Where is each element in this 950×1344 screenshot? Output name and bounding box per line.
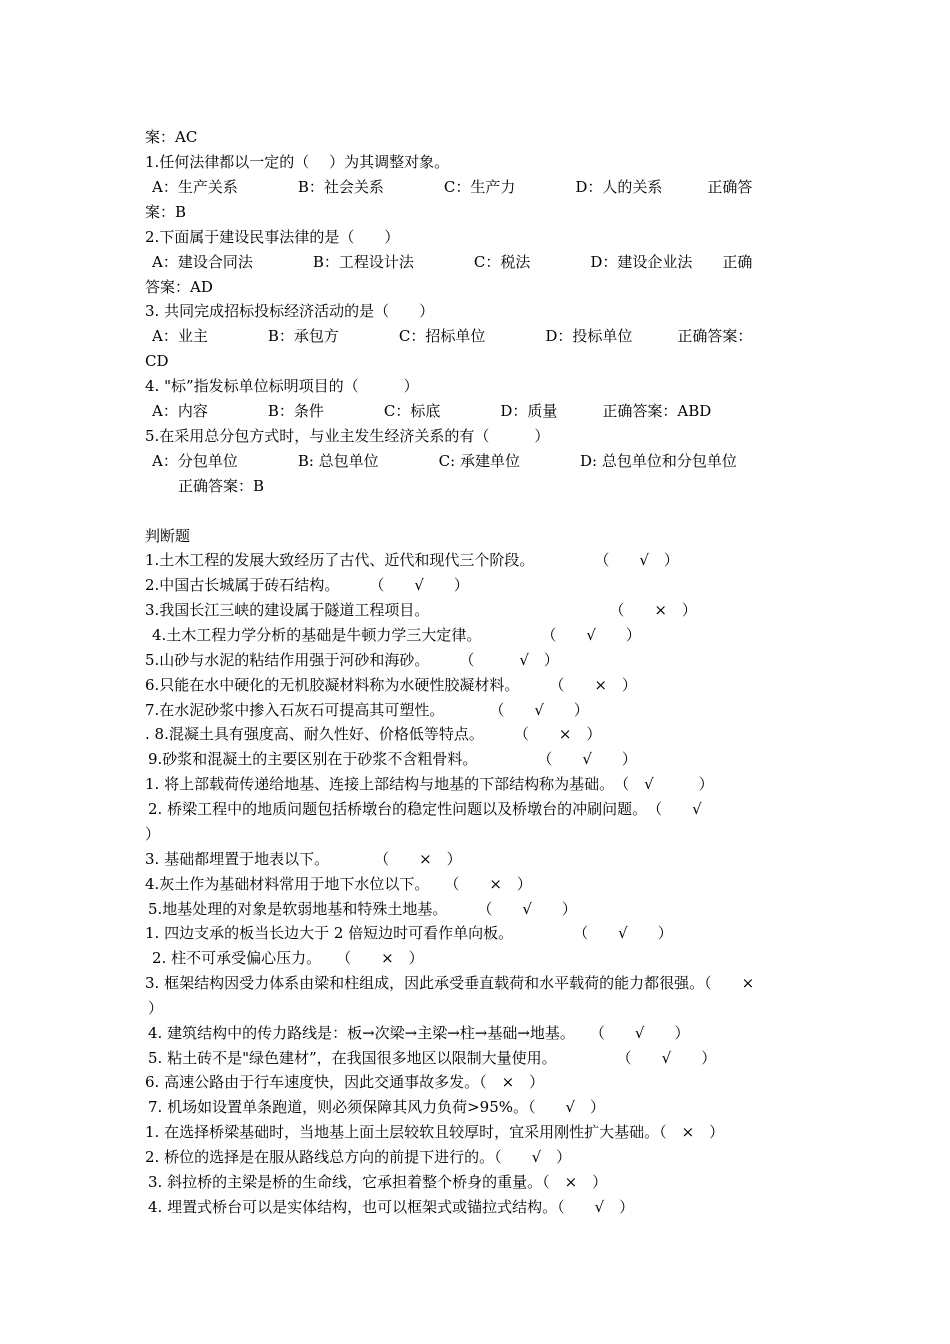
options-line: A：生产关系 B：社会关系 C：生产力 D：人的关系 正确答 <box>152 178 753 196</box>
question-line: 4. "标”指发标单位标明项目的（ ） <box>145 377 419 395</box>
judgment-item: 2. 桥位的选择是在服从路线总方向的前提下进行的。（ √ ） <box>145 1148 572 1166</box>
answer-line: 案：B <box>145 203 187 221</box>
judgment-item: . 8.混凝土具有强度高、耐久性好、价格低等特点。 （ × ） <box>145 725 602 743</box>
question-line: 1.任何法律都以一定的（ ）为其调整对象。 <box>145 153 450 171</box>
options-line: A：分包单位 B: 总包单位 C: 承建单位 D: 总包单位和分包单位 <box>152 452 737 470</box>
judgment-item: 1.土木工程的发展大致经历了古代、近代和现代三个阶段。 （ √ ） <box>145 551 679 569</box>
judgment-item: 3. 框架结构因受力体系由梁和柱组成，因此承受垂直载荷和水平载荷的能力都很强。（ × <box>145 974 755 992</box>
judgment-item: 3.我国长江三峡的建设属于隧道工程项目。 （ × ） <box>145 601 697 619</box>
judgment-item: 3. 斜拉桥的主梁是桥的生命线，它承担着整个桥身的重量。（ × ） <box>148 1173 608 1191</box>
question-line: 5.在采用总分包方式时，与业主发生经济关系的有（ ） <box>145 427 550 445</box>
options-line: A：建设合同法 B：工程设计法 C：税法 D：建设企业法 正确 <box>152 253 753 271</box>
question-line: 3. 共同完成招标投标经济活动的是（ ） <box>145 302 435 320</box>
judgment-item: 7.在水泥砂浆中掺入石灰石可提高其可塑性。 （ √ ） <box>145 701 589 719</box>
judgment-item: 5.地基处理的对象是软弱地基和特殊土地基。 （ √ ） <box>148 900 577 918</box>
answer-line: 案：AC <box>145 128 198 146</box>
judgment-item-cont: ） <box>148 999 164 1017</box>
answer-line: CD <box>145 352 169 370</box>
judgment-item: 1. 将上部载荷传递给地基、连接上部结构与地基的下部结构称为基础。 （ √ ） <box>145 775 714 793</box>
judgment-item-cont: ） <box>145 825 161 843</box>
judgment-item: 9.砂浆和混凝土的主要区别在于砂浆不含粗骨料。 （ √ ） <box>148 750 637 768</box>
judgment-item: 4.土木工程力学分析的基础是牛顿力学三大定律。 （ √ ） <box>152 626 641 644</box>
judgment-item: 1. 在选择桥梁基础时，当地基上面土层较软且较厚时，宜采用刚性扩大基础。（ × ） <box>145 1123 725 1141</box>
judgment-item: 3. 基础都埋置于地表以下。 （ × ） <box>145 850 462 868</box>
judgment-item: 5. 粘土砖不是"绿色建材”，在我国很多地区以限制大量使用。 （ √ ） <box>148 1049 717 1067</box>
judgment-item: 4. 埋置式桥台可以是实体结构，也可以框架式或锚拉式结构。（ √ ） <box>148 1198 635 1216</box>
question-line: 2.下面属于建设民事法律的是（ ） <box>145 228 400 246</box>
options-line: A：内容 B：条件 C：标底 D：质量 正确答案：ABD <box>152 402 712 420</box>
judgment-item: 1. 四边支承的板当长边大于 2 倍短边时可看作单向板。 （ √ ） <box>145 924 673 942</box>
judgment-item: 2. 柱不可承受偏心压力。 （ × ） <box>152 949 424 967</box>
judgment-item: 5.山砂与水泥的粘结作用强于河砂和海砂。 （ √ ） <box>145 651 559 669</box>
section-heading: 判断题 <box>145 527 191 545</box>
judgment-item: 7. 机场如设置单条跑道，则必须保障其风力负荷>95%。（ √ ） <box>148 1098 606 1116</box>
answer-line: 答案：AD <box>145 278 213 296</box>
judgment-item: 4.灰土作为基础材料常用于地下水位以下。 （ × ） <box>145 875 532 893</box>
judgment-item: 2. 桥梁工程中的地质问题包括桥墩台的稳定性问题以及桥墩台的冲刷问题。 （ √ <box>148 800 702 818</box>
options-line: A：业主 B：承包方 C：招标单位 D：投标单位 正确答案： <box>152 327 753 345</box>
answer-line: 正确答案：B <box>178 477 265 495</box>
judgment-item: 6.只能在水中硬化的无机胶凝材料称为水硬性胶凝材料。 （ × ） <box>145 676 637 694</box>
judgment-item: 4. 建筑结构中的传力路线是：板→次梁→主梁→柱→基础→地基。 （ √ ） <box>148 1024 690 1042</box>
judgment-item: 2.中国古长城属于砖石结构。 （ √ ） <box>145 576 469 594</box>
judgment-item: 6. 高速公路由于行车速度快，因此交通事故多发。（ × ） <box>145 1073 545 1091</box>
